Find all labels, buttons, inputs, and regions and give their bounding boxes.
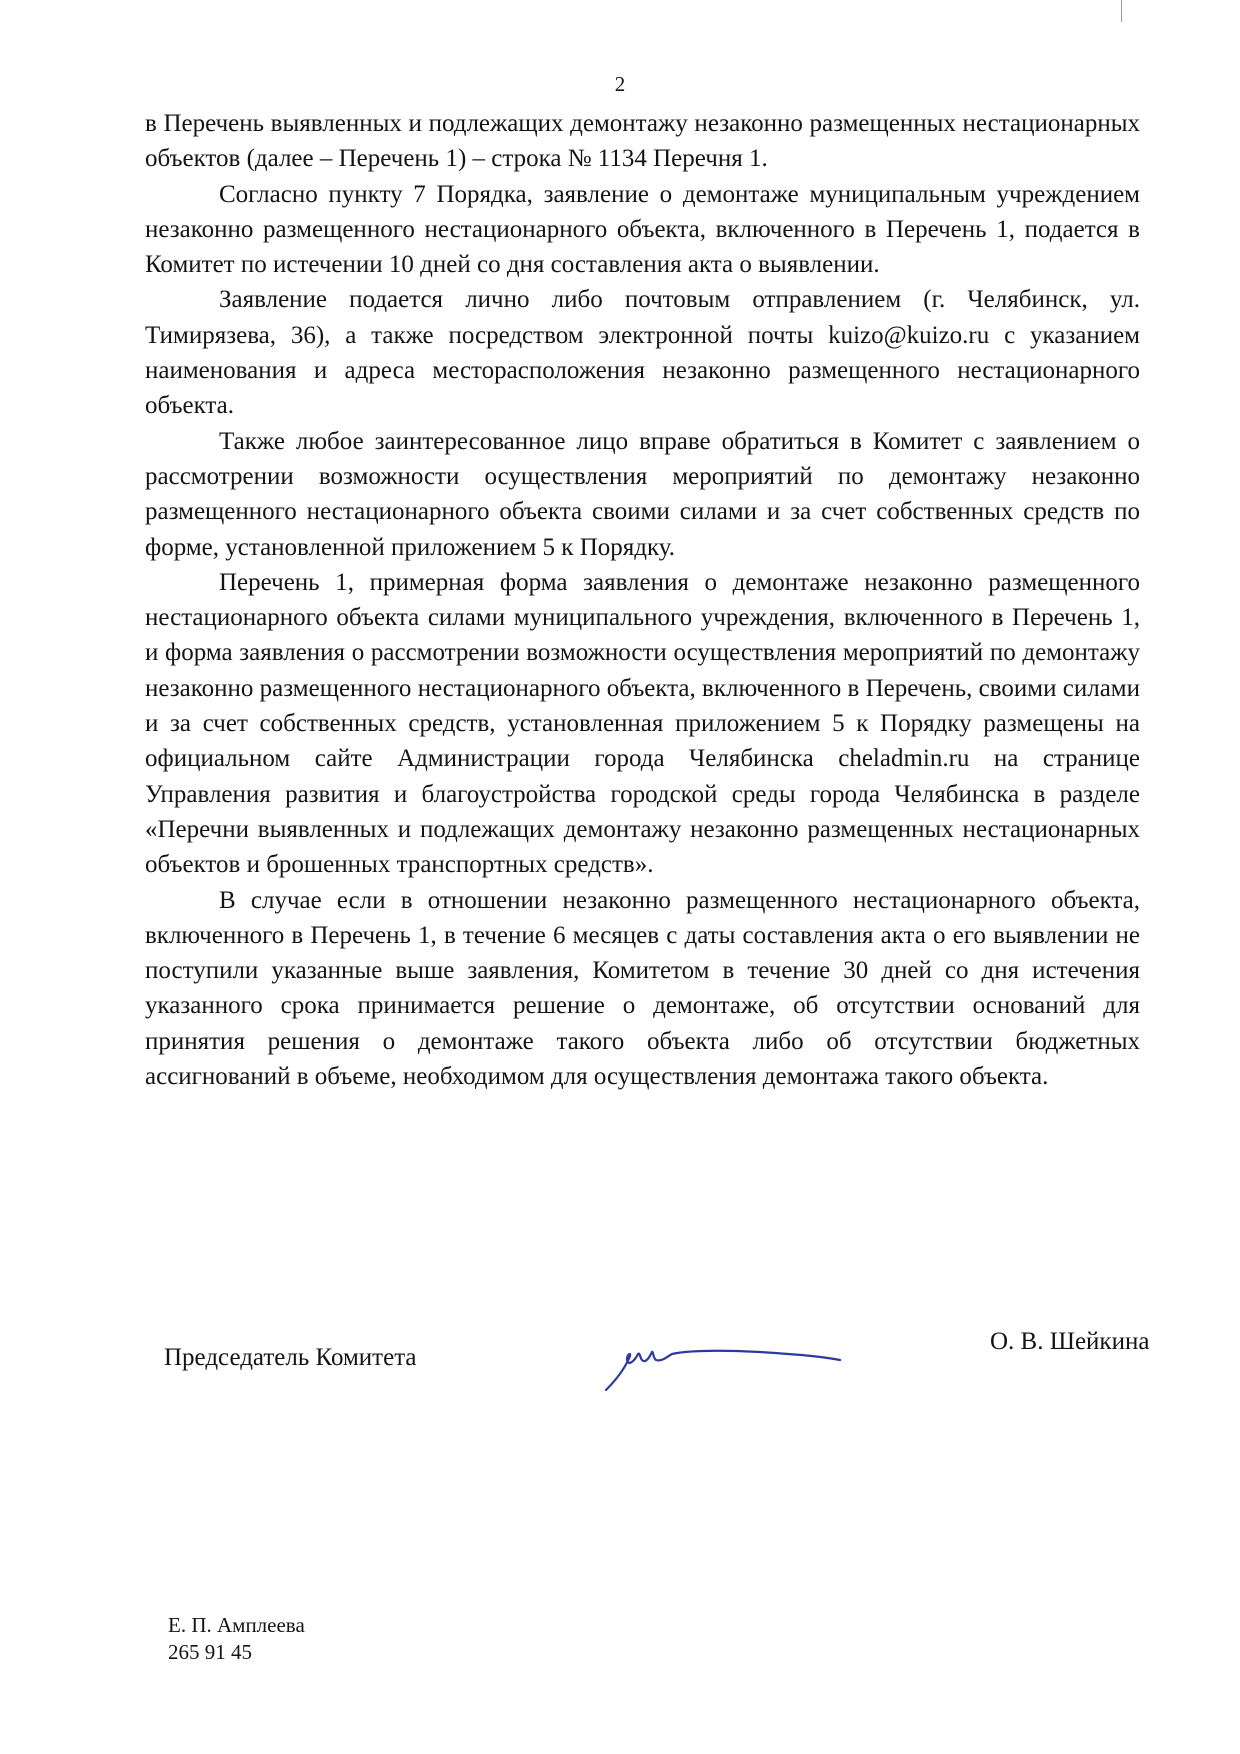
paragraph-order-clause: Согласно пункту 7 Порядка, заявление о демонтаже муниципальным учреждением незаконно размещенного нестационарного объекта, включенного в Перечень 1, подается в Комитет по истечении 10 дней со дня составления акта о выявлении. <box>145 180 1140 279</box>
signatory-name: О. В. Шейкина <box>990 1328 1150 1355</box>
signature-stroke <box>606 1351 840 1390</box>
paragraph-submission: Заявление подается лично либо почтовым отправлением (г. Челябинск, ул. Тимирязева, 36), а также посредством электронной почты kuizo@kuizo.ru с указанием наименования и адреса месторасположения незаконно размещенного нестационарного объекта. <box>145 286 1140 420</box>
executor-name: Е. П. Амплеева <box>168 1613 305 1637</box>
signatory-title: Председатель Комитета <box>164 1344 417 1371</box>
paragraph-publication: Перечень 1, примерная форма заявления о демонтаже незаконно размещенного нестационарного объекта силами муниципального учреждения, включенного в Перечень 1, и форма заявления о рассмотрении возможности осуществления мероприятий по демонтажу незаконно размещенного нестационарного объекта, включенного в Перечень, своими силами и за счет собственных средств, установленная приложением 5 к Порядку размещены на официальном сайте Администрации города Челябинска cheladmin.ru на странице Управления развития и благоустройства городской среды города Челябинска в разделе «Перечни выявленных и подлежащих демонтажу незаконно размещенных нестационарных объектов и брошенных транспортных средств». <box>145 568 1140 879</box>
page-number: 2 <box>614 72 626 96</box>
letter-body <box>145 106 1140 1094</box>
executor-phone: 265 91 45 <box>168 1640 252 1664</box>
paragraph-interested-party: Также любое заинтересованное лицо вправе обратиться в Комитет с заявлением о рассмотрении возможности осуществления мероприятий по демонтажу незаконно размещенного нестационарного объекта своими силами и за счет собственных средств по форме, установленной приложением 5 к Порядку. <box>145 427 1140 561</box>
scan-edge-mark <box>1121 0 1122 22</box>
paragraph-continuation: в Перечень выявленных и подлежащих демонтажу незаконно размещенных нестационарных объектов (далее – Перечень 1) – строка № 1134 Перечня 1. <box>145 110 1140 173</box>
handwritten-signature-icon <box>600 1330 850 1400</box>
executor-info <box>168 1612 305 1666</box>
paragraph-decision: В случае если в отношении незаконно размещенного нестационарного объекта, включенного в Перечень 1, в течение 6 месяцев с даты составления акта о его выявлении не поступили указанные выше заявления, Комитетом в течение 30 дней со дня истечения указанного срока принимается решение о демонтаже, об отсутствии оснований для принятия решения о демонтаже такого объекта либо об отсутствии бюджетных ассигнований в объеме, необходимом для осуществления демонтажа такого объекта. <box>145 886 1140 1091</box>
